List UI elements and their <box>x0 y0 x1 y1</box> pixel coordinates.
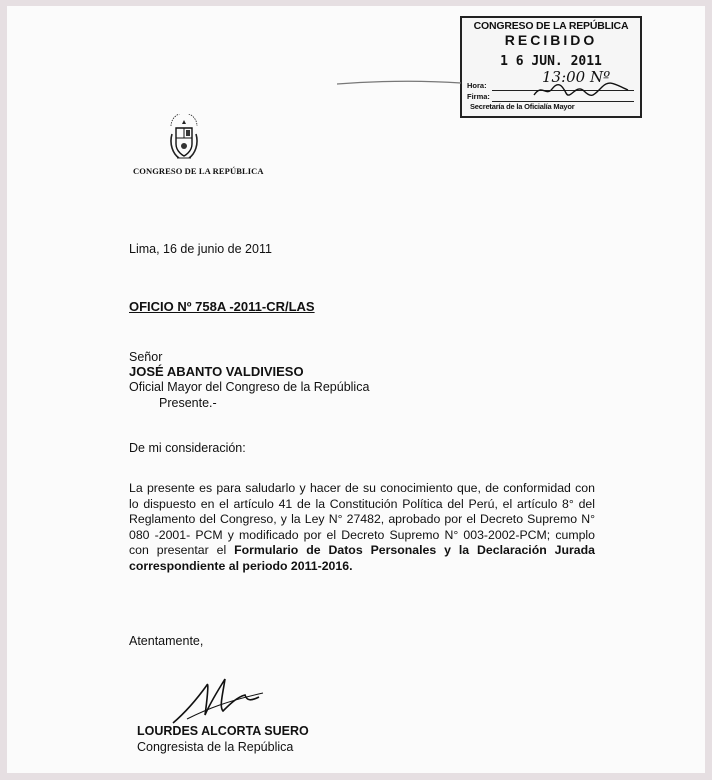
body-text: La presente es para saludarlo y hacer de su conocimiento que, de conformidad con lo dispuesto en el artículo 41 de la Constitución Política del Perú, el artículo 8° del Reglamento del Congreso, y la Ley N° 27482, aprobado por el Decreto Supremo N° 080 -2001- PCM y modificado por el Decreto Supremo N° 003-2002-PCM; cumplo con presentar el <box>129 481 595 558</box>
document-page <box>7 6 705 773</box>
stamp-status: RECIBIDO <box>504 32 598 48</box>
body-paragraph <box>129 481 595 575</box>
document-reference: OFICIO Nº 758A -2011-CR/LAS <box>129 299 315 314</box>
stamp-firma-label: Firma: <box>467 92 490 101</box>
stamp-hora-label: Hora: <box>467 81 487 90</box>
handwritten-signature <box>167 671 277 731</box>
stamp-handwritten-time: 13:00 Nº <box>542 68 611 86</box>
addressee-name: JOSÉ ABANTO VALDIVIESO <box>129 364 304 379</box>
greeting: De mi consideración: <box>129 441 246 455</box>
stamp-handwritten-signature <box>532 81 632 99</box>
signer-title: Congresista de la República <box>137 740 294 754</box>
reception-stamp <box>460 16 642 118</box>
stamp-organization: CONGRESO DE LA REPÚBLICA <box>473 20 629 32</box>
coat-of-arms-icon <box>167 114 201 164</box>
place-date: Lima, 16 de junio de 2011 <box>129 242 272 256</box>
stamp-date: 1 6 JUN. 2011 <box>500 54 602 69</box>
salutation-title: Señor <box>129 350 163 364</box>
body-text-bold: Formulario de Datos Personales y la Declaración Jurada correspondiente al periodo 2011-2016. <box>129 543 595 573</box>
closing: Atentamente, <box>129 634 204 648</box>
stamp-office: Secretaría de la Oficialía Mayor <box>470 102 575 111</box>
addressee-position: Oficial Mayor del Congreso de la República <box>129 380 370 394</box>
stamp-pen-stroke <box>337 78 462 88</box>
presente-line: Presente.- <box>159 396 217 410</box>
signer-name: LOURDES ALCORTA SUERO <box>137 724 309 738</box>
letterhead-institution: CONGRESO DE LA REPÚBLICA <box>133 166 264 176</box>
